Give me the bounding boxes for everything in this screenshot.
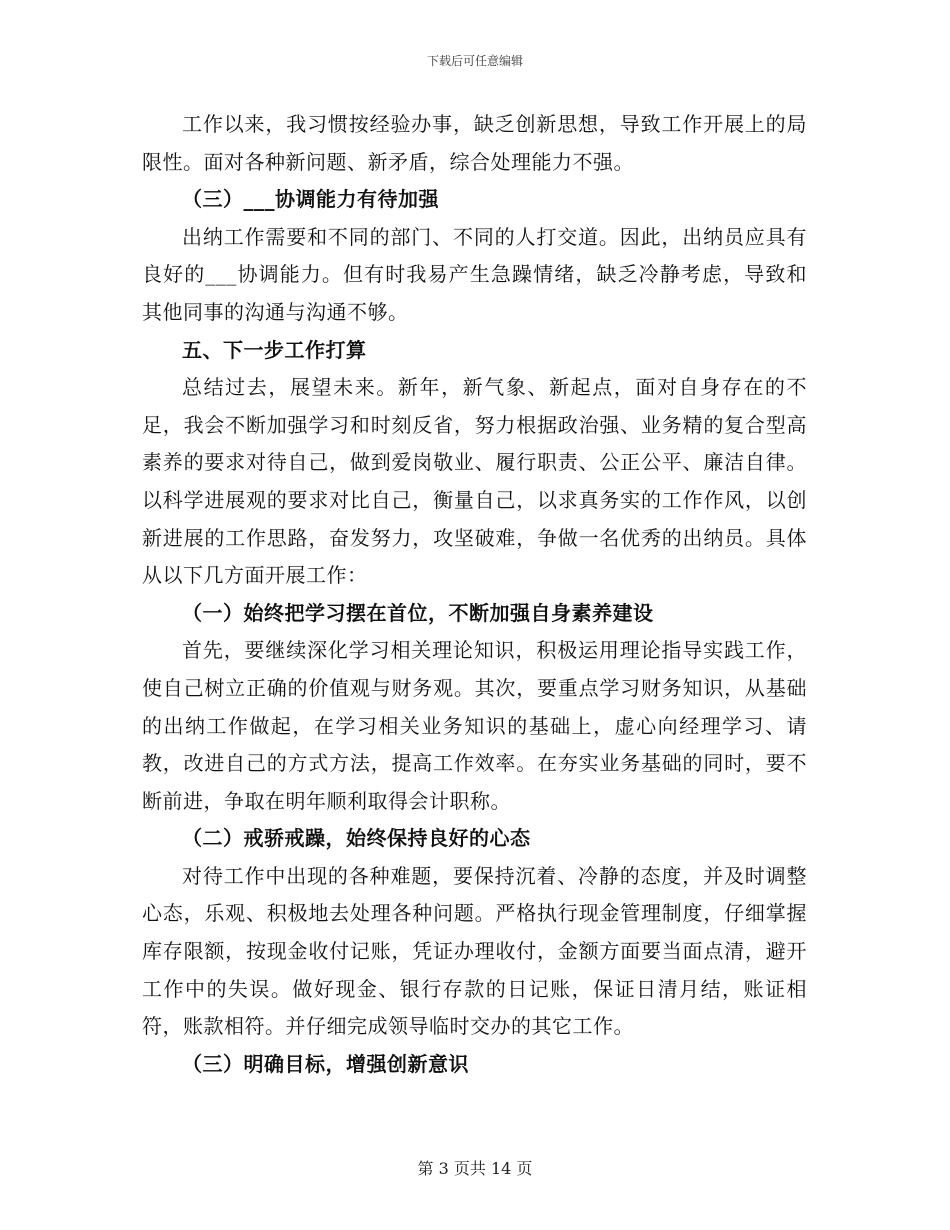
paragraph: 总结过去，展望未来。新年，新气象、新起点，面对自身存在的不足，我会不断加强学习和时刻反省，努力根据政治强、业务精的复合型高素养的要求对待自己，做到爱岗敬业、履行职责、公正公平、廉洁自律。以科学进展观的要求对比自己，衡量自己，以求真务实的工作作风，以创新进展的工作思路，奋发努力，攻坚破难，争做一名优秀的出纳员。具体从以下几方面开展工作： [142,375,807,588]
paragraph: 出纳工作需要和不同的部门、不同的人打交道。因此，出纳员应具有良好的___协调能力。但有时我易产生急躁情绪，缺乏冷静考虑，导致和其他同事的沟通与沟通不够。 [142,224,807,324]
section-heading: （三）明确目标，增强创新意识 [182,1051,469,1076]
page-number: 第 3 页共 14 页 [417,1159,533,1178]
section-heading: （二）戒骄戒躁，始终保持良好的心态 [182,826,531,851]
paragraph: 首先，要继续深化学习相关理论知识，积极运用理论指导实践工作，使自己树立正确的价值观与财务观。其次，要重点学习财务知识，从基础的出纳工作做起，在学习相关业务知识的基础上，虚心向经理学习、请教，改进自己的方式方法，提高工作效率。在夯实业务基础的同时，要不断前进，争取在明年顺利取得会计职称。 [142,638,807,813]
section-heading: （三）___协调能力有待加强 [182,187,439,212]
document-body [142,106,807,1083]
section-heading: 五、下一步工作打算 [182,337,367,362]
page-header: 下载后可任意编辑 [426,54,523,68]
paragraph: 工作以来，我习惯按经验办事，缺乏创新思想，导致工作开展上的局限性。面对各种新问题、新矛盾，综合处理能力不强。 [142,112,807,174]
section-heading: （一）始终把学习摆在首位，不断加强自身素养建设 [182,600,654,625]
paragraph: 对待工作中出现的各种难题，要保持沉着、冷静的态度，并及时调整心态，乐观、积极地去处理各种问题。严格执行现金管理制度，仔细掌握库存限额，按现金收付记账，凭证办理收付，金额方面要当面点清，避开工作中的失误。做好现金、银行存款的日记账，保证日清月结，账证相符，账款相符。并仔细完成领导临时交办的其它工作。 [142,863,807,1039]
